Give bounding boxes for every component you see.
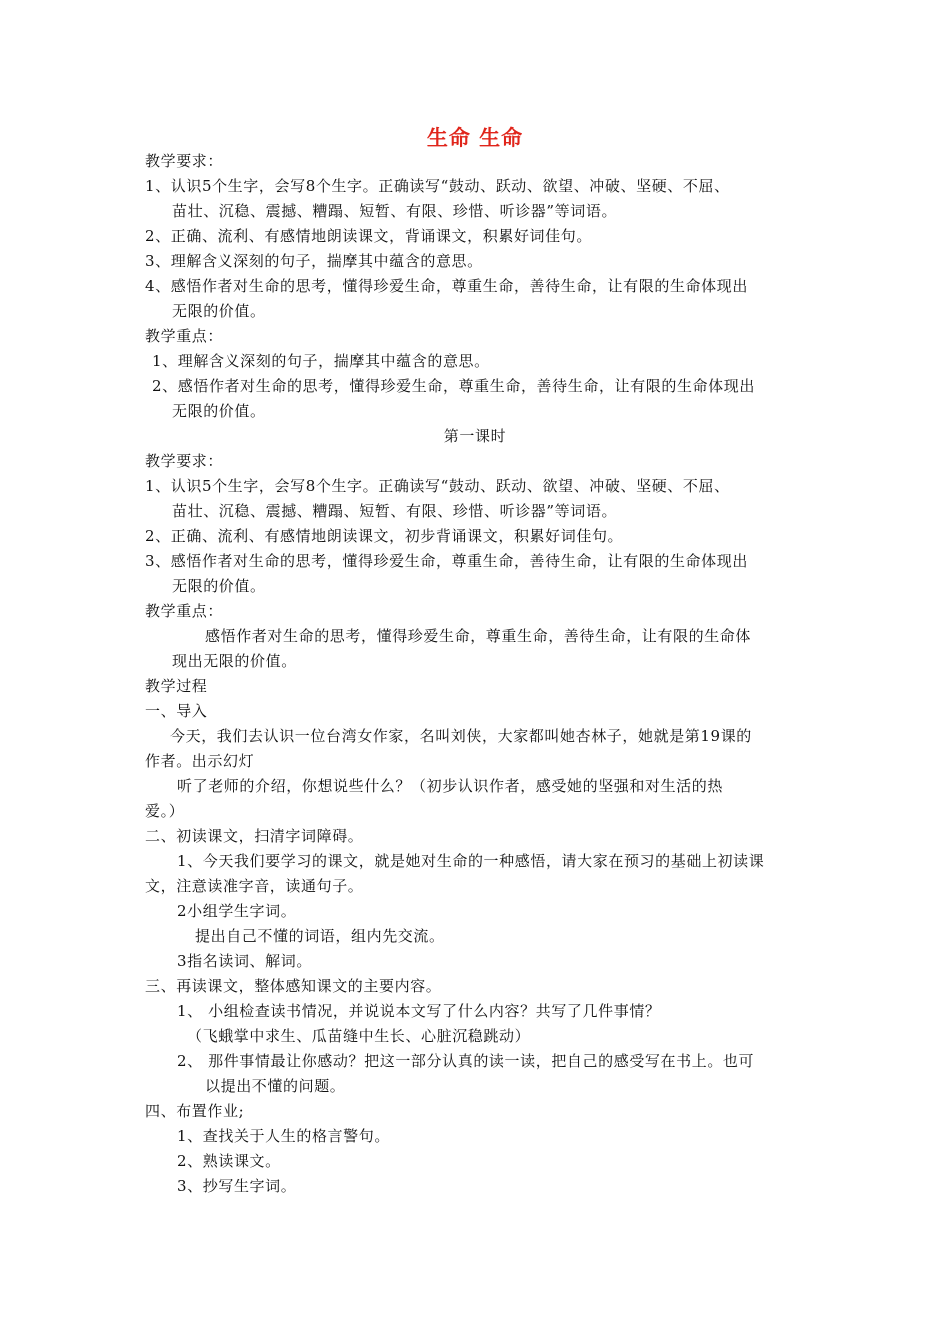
text-line: 3、感悟作者对生命的思考，懂得珍爱生命，尊重生命，善待生命，让有限的生命体现出 (145, 552, 748, 570)
text-line: 2、正确、流利、有感情地朗读课文，背诵课文，积累好词佳句。 (145, 227, 592, 245)
text-line: 苗壮、沉稳、震撼、糟蹋、短暂、有限、珍惜、听诊器”等词语。 (172, 502, 618, 520)
text-line: 无限的价值。 (172, 577, 266, 595)
text-line: 2、感悟作者对生命的思考，懂得珍爱生命，尊重生命，善待生命，让有限的生命体现出 (152, 377, 755, 395)
text-line: 1、理解含义深刻的句子，揣摩其中蕴含的意思。 (152, 352, 490, 370)
text-line: 1、查找关于人生的格言警句。 (177, 1127, 390, 1145)
text-line: 3、理解含义深刻的句子，揣摩其中蕴含的意思。 (145, 252, 483, 270)
text-line: 教学要求： (145, 152, 224, 170)
text-line: 听了老师的介绍，你想说些什么？（初步认识作者，感受她的坚强和对生活的热 (177, 777, 724, 795)
text-line: 3、抄写生字词。 (177, 1177, 297, 1195)
text-line: 教学要求： (145, 452, 224, 470)
text-line: 无限的价值。 (172, 402, 266, 420)
text-line: 以提出不懂的问题。 (205, 1077, 346, 1095)
text-line: 爱。） (145, 802, 185, 820)
text-line: 一、导入 (145, 702, 208, 720)
text-line: 教学重点： (145, 327, 224, 345)
text-line: 3指名读词、解词。 (177, 952, 312, 970)
text-line: 提出自己不懂的词语，组内先交流。 (195, 927, 445, 945)
text-line: 二、初读课文，扫清字词障碍。 (145, 827, 364, 845)
text-line: 现出无限的价值。 (172, 652, 297, 670)
text-line: 作者。出示幻灯 (145, 752, 255, 770)
text-line: （飞蛾掌中求生、瓜苗缝中生长、心脏沉稳跳动） (187, 1027, 531, 1045)
text-line: 2、正确、流利、有感情地朗读课文，初步背诵课文，积累好词佳句。 (145, 527, 624, 545)
text-line: 文，注意读准字音，读通句子。 (145, 877, 364, 895)
text-line: 教学过程 (145, 677, 208, 695)
text-line: 1、认识5个生字，会写8个生字。正确读写“鼓动、跃动、欲望、冲破、坚硬、不屈、 (145, 477, 730, 495)
section-heading: 第一课时 (443, 427, 507, 445)
text-line: 苗壮、沉稳、震撼、糟蹋、短暂、有限、珍惜、听诊器”等词语。 (172, 202, 618, 220)
text-line: 无限的价值。 (172, 302, 266, 320)
text-line: 2小组学生字词。 (177, 902, 297, 920)
document-title: 生命 生命 (426, 126, 524, 150)
text-line: 2、熟读课文。 (177, 1152, 281, 1170)
text-line: 感悟作者对生命的思考，懂得珍爱生命，尊重生命，善待生命，让有限的生命体 (205, 627, 752, 645)
text-line: 1、 小组检查读书情况，并说说本文写了什么内容？共写了几件事情？ (177, 1002, 661, 1020)
text-line: 4、感悟作者对生命的思考，懂得珍爱生命，尊重生命，善待生命，让有限的生命体现出 (145, 277, 748, 295)
text-line: 1、今天我们要学习的课文，就是她对生命的一种感悟，请大家在预习的基础上初读课 (177, 852, 765, 870)
text-line: 教学重点： (145, 602, 224, 620)
text-line: 1、认识5个生字，会写8个生字。正确读写“鼓动、跃动、欲望、冲破、坚硬、不屈、 (145, 177, 730, 195)
text-line: 2、 那件事情最让你感动？把这一部分认真的读一读，把自己的感受写在书上。也可 (177, 1052, 755, 1070)
text-line: 四、布置作业; (145, 1102, 245, 1120)
text-line: 三、再读课文，整体感知课文的主要内容。 (145, 977, 442, 995)
text-line: 今天，我们去认识一位台湾女作家，名叫刘侠，大家都叫她杏林子，她就是第19课的 (170, 727, 752, 745)
